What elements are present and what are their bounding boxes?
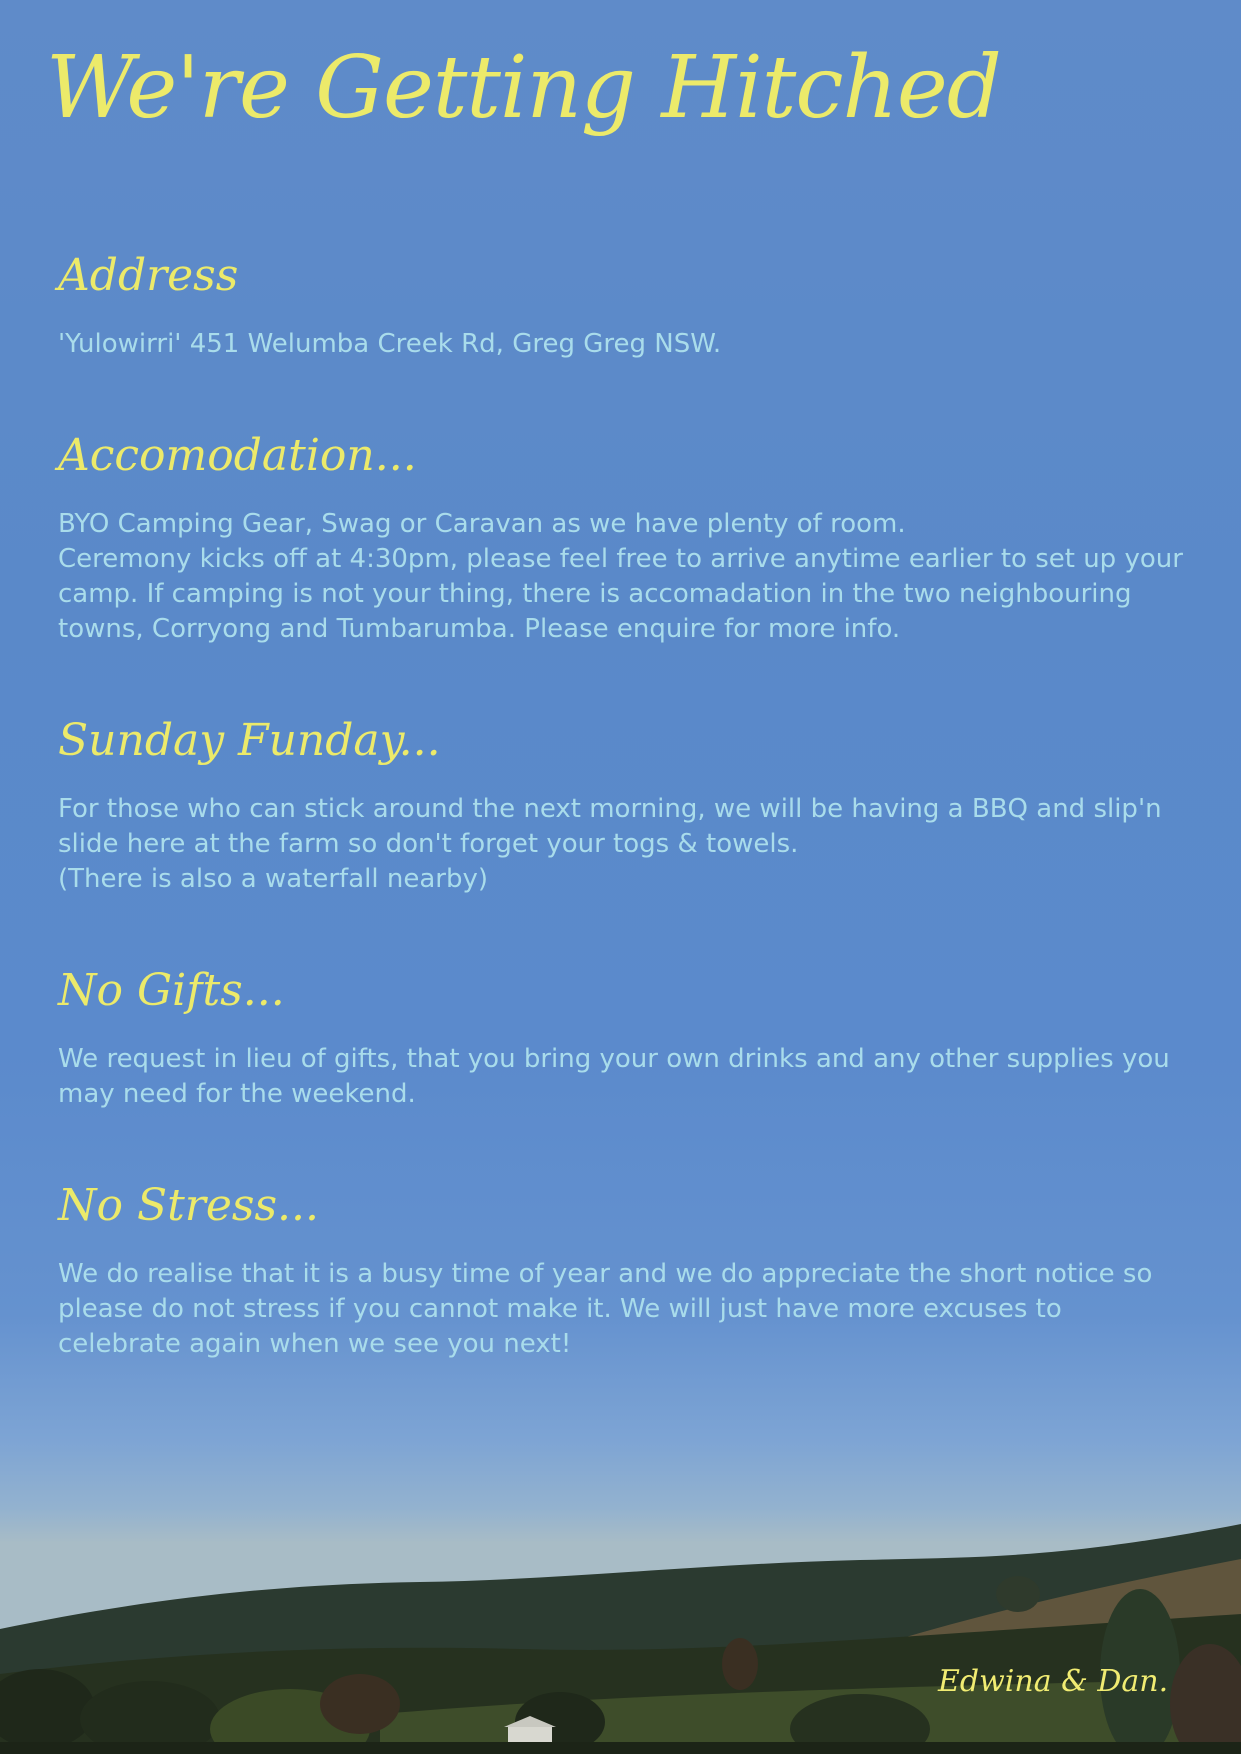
sunday-funday-text: For those who can stick around the next morning, we will be having a BBQ and slip'n slide here at the farm so don't forget your togs & towels. (There is also a waterfall nearby) (58, 794, 1162, 894)
address-heading: Address (58, 250, 239, 301)
no-stress-heading: No Stress... (58, 1180, 319, 1231)
accommodation-text: BYO Camping Gear, Swag or Caravan as we have plenty of room. Ceremony kicks off at 4:30pm, please feel free to arrive anytime earlier to set up your camp. If camping is not your thing, there is accomadation in the two neighbouring towns, Corryong and Tumbarumba. Please enquire for more info. (58, 509, 1183, 644)
address-section (58, 250, 1188, 362)
signature: Edwina & Dan. (938, 1664, 1169, 1699)
accommodation-section (58, 430, 1188, 647)
no-gifts-section (58, 965, 1188, 1112)
no-gifts-heading: No Gifts... (58, 965, 285, 1016)
accommodation-heading: Accomodation... (58, 430, 417, 481)
invitation-title: We're Getting Hitched (46, 38, 1001, 138)
no-gifts-text: We request in lieu of gifts, that you bring your own drinks and any other supplies you may need for the weekend. (58, 1044, 1170, 1109)
landscape-hills-image (0, 1464, 1241, 1754)
address-text: 'Yulowirri' 451 Welumba Creek Rd, Greg Greg NSW. (58, 329, 722, 359)
no-stress-section (58, 1180, 1188, 1362)
sunday-funday-section (58, 715, 1188, 897)
no-stress-text: We do realise that it is a busy time of year and we do appreciate the short notice so please do not stress if you cannot make it. We will just have more excuses to celebrate again when we see you next! (58, 1259, 1153, 1359)
sunday-funday-heading: Sunday Funday... (58, 715, 441, 766)
